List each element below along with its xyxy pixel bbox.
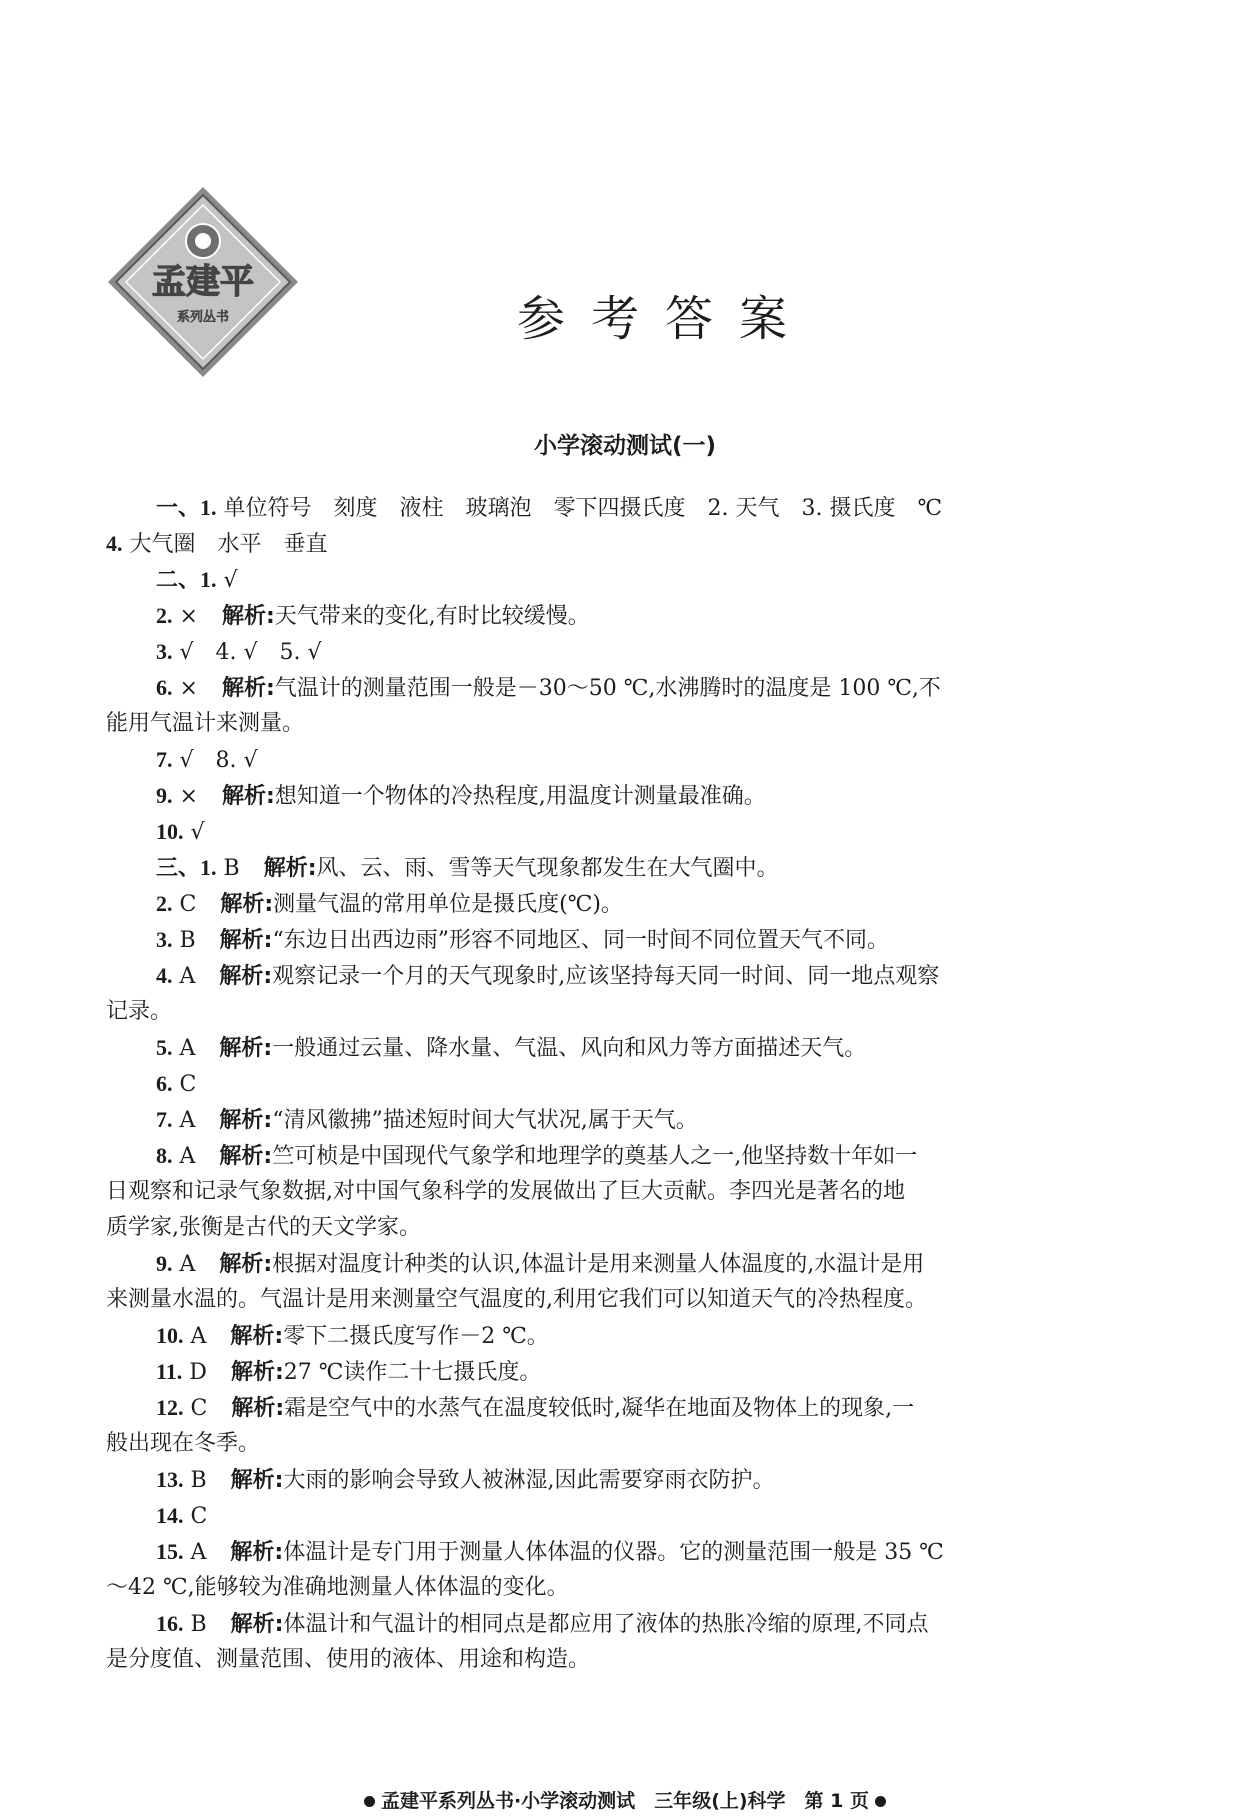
answer-number: 15. — [156, 1539, 184, 1564]
answer-text: √ 4. √ 5. √ — [179, 640, 322, 665]
answer-number: 9. — [156, 783, 173, 808]
answer-line — [106, 1390, 1130, 1426]
answer-line — [106, 706, 1130, 742]
footer-text: 孟建平系列丛书·小学滚动测试 三年级(上)科学 第 1 页 — [380, 1790, 870, 1812]
section-title: 小学滚动测试(一) — [533, 433, 717, 459]
answer-line — [106, 1246, 1130, 1282]
footer-dot-left — [364, 1796, 375, 1807]
explanation-label: 解析: — [219, 1252, 273, 1277]
answer-line — [106, 1102, 1130, 1138]
explanation-text: 霜是空气中的水蒸气在温度较低时,凝华在地面及物体上的现象,一 — [284, 1396, 915, 1421]
answer-text: 记录。 — [106, 999, 173, 1024]
explanation-text: “清风徽拂”描述短时间大气状况,属于天气。 — [272, 1108, 698, 1133]
answer-text: B — [179, 928, 196, 953]
answer-number: 4. — [106, 531, 123, 556]
answer-number: 3. — [156, 927, 173, 952]
explanation-label: 解析: — [219, 1108, 273, 1133]
explanation-label: 解析: — [219, 964, 273, 989]
answer-text: A — [179, 1144, 196, 1169]
explanation-text: 观察记录一个月的天气现象时,应该坚持每天同一时间、同一地点观察 — [272, 964, 940, 989]
answer-text: 般出现在冬季。 — [106, 1431, 261, 1456]
explanation-label: 解析: — [230, 1360, 284, 1385]
answer-text: √ — [190, 820, 205, 845]
answer-line — [106, 1498, 1130, 1534]
answer-number: 2. — [156, 891, 173, 916]
answer-text: A — [179, 964, 196, 989]
logo-sub-text: 系列丛书 — [176, 310, 230, 325]
answer-text: B — [190, 1468, 207, 1493]
explanation-text: 零下二摄氏度写作－2 ℃。 — [283, 1324, 549, 1349]
answer-text: × — [179, 784, 198, 809]
answer-number: 14. — [156, 1503, 184, 1528]
logo-main-text: 孟建平 — [152, 262, 254, 302]
answer-line — [106, 1642, 1130, 1678]
page-title: 参考答案 — [516, 291, 813, 347]
explanation-text: 大雨的影响会导致人被淋湿,因此需要穿雨衣防护。 — [283, 1468, 775, 1493]
answer-number: 8. — [156, 1143, 173, 1168]
answer-text: B — [223, 856, 240, 881]
answer-line — [106, 1066, 1130, 1102]
answer-line — [106, 526, 1130, 562]
answer-text: 日观察和记录气象数据,对中国气象科学的发展做出了巨大贡献。李四光是著名的地 — [106, 1179, 905, 1204]
answer-text: 是分度值、测量范围、使用的液体、用途和构造。 — [106, 1647, 591, 1672]
answer-text: √ — [223, 568, 238, 593]
explanation-label: 解析: — [230, 1612, 284, 1637]
answer-text: C — [179, 892, 197, 917]
answer-line — [106, 670, 1130, 706]
answer-text: B — [190, 1612, 207, 1637]
answer-line — [106, 1282, 1130, 1318]
answer-line — [106, 886, 1130, 922]
answer-line — [106, 778, 1130, 814]
answer-number: 13. — [156, 1467, 184, 1492]
answer-line — [106, 1426, 1130, 1462]
answer-text: ～42 ℃,能够较为准确地测量人体体温的变化。 — [106, 1575, 569, 1600]
explanation-label: 解析: — [219, 1144, 273, 1169]
answer-number: 16. — [156, 1611, 184, 1636]
explanation-text: “东边日出西边雨”形容不同地区、同一时间不同位置天气不同。 — [272, 928, 889, 953]
explanation-label: 解析: — [231, 1396, 285, 1421]
answer-text: 质学家,张衡是古代的天文学家。 — [106, 1215, 421, 1240]
explanation-text: 测量气温的常用单位是摄氏度(℃)。 — [273, 892, 623, 917]
answer-line — [106, 1462, 1130, 1498]
explanation-text: 竺可桢是中国现代气象学和地理学的奠基人之一,他坚持数十年如一 — [272, 1144, 918, 1169]
answer-number: 12. — [156, 1395, 184, 1420]
answer-line — [106, 1030, 1130, 1066]
answer-number: 5. — [156, 1035, 173, 1060]
answer-text: 大气圈 水平 垂直 — [129, 532, 328, 557]
answer-number: 7. — [156, 1107, 173, 1132]
answer-number: 三、1. — [156, 855, 217, 880]
answer-line — [106, 598, 1130, 634]
answer-number: 4. — [156, 963, 173, 988]
explanation-text: 27 ℃读作二十七摄氏度。 — [283, 1360, 542, 1385]
answer-line — [106, 1318, 1130, 1354]
answer-line — [106, 958, 1130, 994]
answer-line — [106, 634, 1130, 670]
answer-line — [106, 1138, 1130, 1174]
answer-text: √ 8. √ — [179, 748, 258, 773]
answer-number: 9. — [156, 1251, 173, 1276]
answer-text: A — [179, 1252, 196, 1277]
answer-number: 二、1. — [156, 567, 217, 592]
answer-text: A — [190, 1540, 207, 1565]
explanation-label: 解析: — [221, 784, 275, 809]
answer-line — [106, 742, 1130, 778]
answer-line — [106, 490, 1130, 526]
explanation-text: 气温计的测量范围一般是－30～50 ℃,水沸腾时的温度是 100 ℃,不 — [274, 676, 941, 701]
answer-text: × — [179, 676, 198, 701]
answer-line — [106, 1354, 1130, 1390]
answer-text: × — [179, 604, 198, 629]
answer-number: 7. — [156, 747, 173, 772]
answer-text: A — [179, 1108, 196, 1133]
explanation-label: 解析: — [230, 1540, 284, 1565]
answer-number: 6. — [156, 1071, 173, 1096]
answer-text: 来测量水温的。气温计是用来测量空气温度的,利用它我们可以知道天气的冷热程度。 — [106, 1287, 927, 1312]
explanation-label: 解析: — [219, 1036, 273, 1061]
explanation-text: 体温计是专门用于测量人体体温的仪器。它的测量范围一般是 35 ℃ — [283, 1540, 944, 1565]
answer-line — [106, 814, 1130, 850]
answer-line — [106, 1570, 1130, 1606]
answer-text: 能用气温计来测量。 — [106, 711, 305, 736]
explanation-text: 根据对温度计种类的认识,体温计是用来测量人体温度的,水温计是用 — [272, 1252, 925, 1277]
answer-text: C — [190, 1504, 208, 1529]
answer-number: 6. — [156, 675, 173, 700]
answer-text: D — [189, 1360, 207, 1385]
answer-number: 2. — [156, 603, 173, 628]
answer-text: A — [190, 1324, 207, 1349]
answer-number: 3. — [156, 639, 173, 664]
answer-number: 10. — [156, 1323, 184, 1348]
explanation-text: 风、云、雨、雪等天气现象都发生在大气圈中。 — [316, 856, 779, 881]
explanation-label: 解析: — [221, 604, 275, 629]
answer-line — [106, 994, 1130, 1030]
answer-line — [106, 1534, 1130, 1570]
answer-line — [106, 1606, 1130, 1642]
explanation-label: 解析: — [220, 892, 274, 917]
answer-number: 11. — [156, 1359, 183, 1384]
explanation-text: 天气带来的变化,有时比较缓慢。 — [274, 604, 590, 629]
explanation-label: 解析: — [263, 856, 317, 881]
answer-text: 单位符号 刻度 液柱 玻璃泡 零下四摄氏度 2. 天气 3. 摄氏度 ℃ — [223, 496, 943, 521]
answer-line — [106, 850, 1130, 886]
answer-text: C — [179, 1072, 197, 1097]
answer-line — [106, 1174, 1130, 1210]
answer-line — [106, 562, 1130, 598]
explanation-text: 体温计和气温计的相同点是都应用了液体的热胀冷缩的原理,不同点 — [283, 1612, 929, 1637]
answer-list — [106, 490, 1130, 1678]
answer-number: 10. — [156, 819, 184, 844]
answer-text: A — [179, 1036, 196, 1061]
explanation-label: 解析: — [230, 1324, 284, 1349]
answer-number: 一、1. — [156, 495, 217, 520]
explanation-label: 解析: — [219, 928, 273, 953]
explanation-label: 解析: — [221, 676, 275, 701]
footer-dot-right — [875, 1796, 886, 1807]
explanation-text: 一般通过云量、降水量、气温、风向和风力等方面描述天气。 — [272, 1036, 867, 1061]
answer-line — [106, 922, 1130, 958]
answer-line — [106, 1210, 1130, 1246]
explanation-text: 想知道一个物体的冷热程度,用温度计测量最准确。 — [274, 784, 766, 809]
explanation-label: 解析: — [230, 1468, 284, 1493]
page-footer — [0, 1786, 1250, 1813]
answer-text: C — [190, 1396, 208, 1421]
